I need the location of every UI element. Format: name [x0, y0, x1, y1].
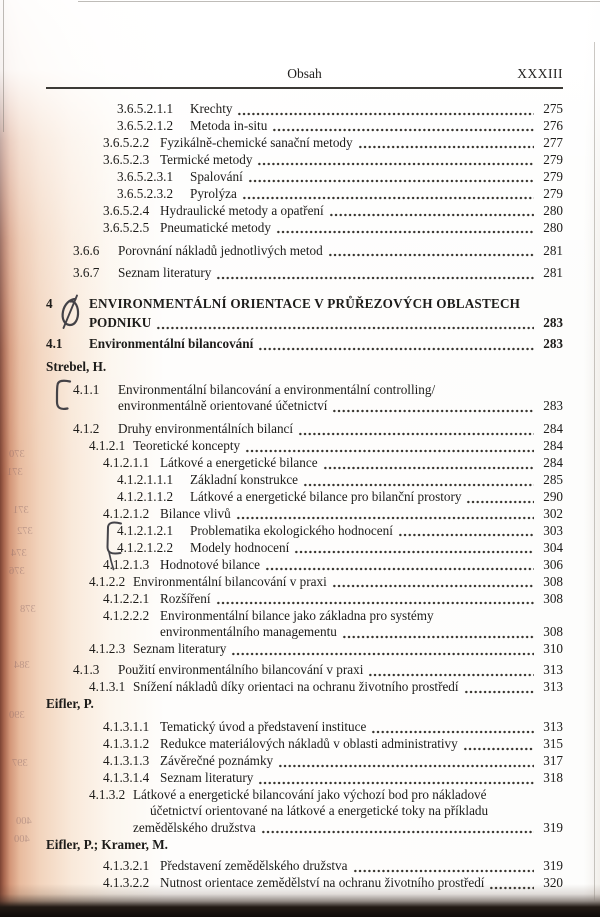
toc-title-last-line	[160, 719, 563, 735]
ghost-text: 371	[7, 467, 23, 478]
toc-title-last-line	[190, 101, 563, 117]
dot-leader	[278, 753, 534, 769]
toc-page-number: 319	[543, 858, 563, 874]
ghost-text: 400	[16, 816, 32, 827]
toc-title: Závěrečné poznámky	[160, 753, 274, 769]
toc-title: Seznam literatury	[118, 265, 212, 281]
toc-title: Pneumatické metody	[160, 219, 271, 235]
toc-row	[46, 186, 563, 202]
toc-page-number: 313	[543, 719, 563, 735]
toc-title: Krechty	[190, 101, 233, 116]
toc-page-number: 283	[543, 336, 563, 352]
toc-row	[46, 169, 563, 185]
toc-row	[46, 641, 563, 657]
toc-page-number: 279	[543, 151, 563, 167]
ghost-text: 372	[17, 526, 33, 537]
dot-leader	[466, 489, 534, 505]
toc-title-last-line	[89, 336, 563, 352]
photo-top-edge-line	[78, 1, 600, 2]
toc-title: Hydraulické metody a opatření	[160, 202, 324, 218]
toc-entry-body	[160, 557, 563, 573]
toc-title-last-line	[118, 662, 563, 678]
toc-row	[46, 523, 563, 539]
dot-leader	[298, 421, 534, 437]
toc-title: Rozšíření	[160, 590, 211, 606]
toc-page-number: 285	[543, 472, 563, 488]
page-header	[46, 66, 563, 82]
toc-row	[46, 679, 563, 695]
toc-entry-body	[89, 336, 563, 352]
toc-entry-body	[160, 506, 563, 522]
toc-page-number: 308	[543, 624, 563, 640]
toc-title-last-line	[160, 858, 563, 874]
toc-title: Základní konstrukce	[190, 472, 299, 488]
dot-leader	[272, 118, 534, 134]
dot-leader	[276, 220, 534, 236]
toc-title-last-line	[160, 220, 563, 236]
toc-title-last-line	[160, 152, 563, 168]
toc-title: Teoretické koncepty	[133, 438, 241, 454]
toc-section-number: 4.1.2	[73, 421, 100, 437]
toc-page-number: 313	[543, 679, 563, 695]
dot-leader	[329, 203, 534, 219]
toc-page-number: 320	[543, 875, 563, 891]
toc-page-number: 281	[543, 242, 563, 258]
toc-title: Seznam literatury	[133, 641, 227, 657]
toc-section-number: 4.1.3.1.4	[103, 770, 150, 786]
toc-title: Hodnotové bilance	[160, 556, 260, 572]
toc-row	[46, 382, 563, 415]
ghost-text: 371	[13, 505, 29, 516]
toc-row	[46, 438, 563, 454]
toc-page-number: 313	[543, 662, 563, 678]
dot-leader	[303, 472, 534, 488]
toc-section-number: 4.1.3.1.3	[103, 753, 150, 769]
toc-title-line: Látkové a energetické bilancování jako výchozí bod pro nákladové	[133, 787, 487, 803]
toc-title-last-line	[133, 820, 563, 836]
toc-title-line: ENVIRONMENTÁLNÍ ORIENTACE V PRŮŘEZOVÝCH OBLASTECH	[89, 295, 521, 311]
page-right-edge-line	[594, 42, 595, 901]
toc-row	[46, 540, 563, 556]
dot-leader	[236, 506, 534, 522]
toc-row	[46, 557, 563, 573]
toc-author-row	[46, 696, 563, 712]
toc-page-number: 304	[543, 539, 563, 555]
toc-page-number: 284	[543, 421, 563, 437]
dot-leader	[242, 186, 534, 202]
toc-entry-body	[118, 265, 563, 281]
toc-row	[46, 203, 563, 219]
toc-row	[46, 736, 563, 752]
toc-page-number: 306	[543, 556, 563, 572]
toc-page-number: 281	[543, 265, 563, 281]
toc-title: Seznam literatury	[160, 770, 254, 786]
dot-leader	[368, 662, 534, 678]
toc-title: Environmentální bilancování	[89, 336, 254, 352]
toc-page-number: 290	[543, 489, 563, 504]
roman-page-number: XXXIII	[517, 66, 563, 81]
toc-row	[46, 152, 563, 168]
author-name: Eifler, P.; Kramer, M.	[46, 836, 168, 852]
toc-title-last-line	[133, 438, 563, 454]
toc-section-number: 4.1.2.1.2	[103, 505, 150, 521]
toc-entry-body	[133, 574, 563, 590]
toc-entry-body	[190, 489, 563, 505]
toc-title: Druhy environmentálních bilancí	[118, 421, 294, 437]
toc-title: Tematický úvod a představení instituce	[160, 719, 367, 735]
toc-entry-body	[118, 382, 563, 415]
toc-entry-body	[160, 152, 563, 168]
author-name: Strebel, H.	[46, 359, 107, 375]
toc-page-number: 310	[543, 641, 563, 657]
toc-entry-body	[160, 591, 563, 607]
toc-section-number: 4.1.2.3	[89, 641, 126, 657]
toc-entry-body	[160, 220, 563, 236]
toc-title-last-line	[190, 472, 563, 488]
toc-page-number: 277	[543, 134, 563, 150]
dot-leader	[261, 820, 534, 836]
toc-section-number: 4.1.2.1.1	[103, 455, 150, 471]
toc-page-number: 318	[543, 770, 563, 786]
toc-entry-body	[160, 753, 563, 769]
toc-section-number: 4.1.3.2.2	[103, 875, 150, 891]
toc-title: Látkové a energetické bilance	[160, 455, 318, 471]
toc-entry-body	[190, 118, 563, 134]
toc-entry-body	[160, 875, 563, 891]
toc-entry-body	[160, 736, 563, 752]
toc-page-number: 284	[543, 455, 563, 471]
toc-entry-body	[160, 455, 563, 471]
dot-leader	[245, 438, 534, 454]
toc-row	[46, 770, 563, 786]
toc-entry-body	[160, 203, 563, 219]
toc-page-number: 280	[543, 202, 563, 218]
toc-row	[46, 472, 563, 488]
toc-row	[46, 662, 563, 678]
toc-section-number: 4.1.2.1.3	[103, 556, 150, 572]
toc-title-last-line	[89, 315, 563, 331]
toc-title-last-line	[190, 186, 563, 202]
toc-title-last-line	[190, 523, 563, 539]
toc-title-last-line	[118, 398, 563, 414]
dot-leader	[231, 641, 534, 657]
toc-title-last-line	[160, 203, 563, 219]
toc-page-number: 303	[543, 522, 563, 538]
toc-title: Látkové a energetické bilance pro bilanční prostory	[190, 489, 462, 504]
ghost-text: 374	[11, 548, 27, 559]
toc-title-last-line	[160, 455, 563, 471]
toc-section-number: 4.1.2.1.1.2	[117, 489, 174, 504]
toc-title-last-line	[160, 770, 563, 786]
toc-section-number: 3.6.5.2.4	[103, 202, 150, 218]
toc-section-number: 3.6.5.2.3.1	[117, 168, 174, 184]
toc-title-last-line	[160, 506, 563, 522]
toc-row	[46, 489, 563, 505]
toc-page-number: 315	[543, 736, 563, 752]
ghost-text: 397	[12, 758, 28, 769]
toc-title: Problematika ekologického hodnocení	[190, 522, 393, 538]
toc-entry-body	[160, 719, 563, 735]
toc-entry-body	[118, 662, 563, 678]
toc-page-number: 317	[543, 753, 563, 769]
toc-page-number: 308	[543, 573, 563, 589]
toc-entry-body	[190, 540, 563, 556]
toc-row	[46, 220, 563, 236]
dot-leader	[332, 398, 534, 414]
toc-page-number: 319	[543, 819, 563, 835]
toc-entry-body	[190, 472, 563, 488]
dot-leader	[328, 243, 534, 259]
toc-section-number: 3.6.5.2.3.2	[117, 185, 174, 201]
toc-title-last-line	[160, 591, 563, 607]
toc-title-last-line	[160, 875, 563, 891]
toc-section-number: 4.1.2.1.2.2	[117, 539, 174, 555]
toc-section-number: 4	[46, 295, 53, 311]
toc-section-number: 3.6.5.2.1.2	[117, 117, 174, 133]
toc-row	[46, 296, 563, 332]
dot-leader	[237, 101, 534, 117]
toc-row	[46, 135, 563, 151]
ghost-text: 370	[9, 449, 25, 460]
dot-leader	[294, 540, 534, 556]
toc-title: Fyzikálně-chemické sanační metody	[160, 134, 353, 150]
toc-section-number: 4.1.2.1.1.1	[117, 472, 174, 488]
toc-section-number: 4.1.2.2.1	[103, 590, 150, 606]
running-head: Obsah	[287, 66, 322, 81]
toc-author-row	[46, 837, 563, 853]
ghost-text: 384	[14, 660, 30, 671]
toc-title-last-line	[190, 169, 563, 185]
toc-section-number: 3.6.7	[73, 265, 100, 281]
toc-title-last-line	[133, 641, 563, 657]
toc-title: zemědělského družstva	[133, 819, 256, 835]
toc-page-number: 279	[543, 168, 563, 184]
dot-leader	[265, 557, 534, 573]
toc-title-last-line	[160, 135, 563, 151]
dot-leader	[358, 135, 534, 151]
toc-entry-body	[89, 296, 563, 332]
toc-section-number: 4.1.3.1	[89, 679, 126, 695]
toc-section-number: 4.1.3	[73, 662, 100, 678]
author-name: Eifler, P.	[46, 696, 94, 712]
toc-title: Nutnost orientace zemědělství na ochranu životního prostředí	[160, 875, 485, 891]
dot-leader	[489, 875, 534, 891]
toc-section-number: 3.6.5.2.1.1	[117, 101, 174, 116]
toc-row	[46, 421, 563, 437]
toc-section-number: 4.1.3.2.1	[103, 858, 150, 874]
toc-title-last-line	[160, 736, 563, 752]
toc-title-last-line	[118, 265, 563, 281]
toc-page-number: 284	[543, 438, 563, 454]
toc-page-number: 283	[543, 398, 563, 414]
toc-entry-body	[133, 641, 563, 657]
dot-leader	[257, 152, 534, 168]
dot-leader	[258, 336, 534, 352]
toc-section-number: 4.1	[46, 336, 63, 352]
toc-section-number: 4.1.2.1	[89, 438, 126, 454]
ghost-text: 400	[14, 834, 30, 845]
toc-title-last-line	[160, 753, 563, 769]
toc-entry-body	[160, 858, 563, 874]
toc-row	[46, 101, 563, 117]
toc-row	[46, 118, 563, 134]
toc-title: Modely hodnocení	[190, 539, 290, 555]
toc-title: Environmentální bilancování v praxi	[133, 573, 327, 589]
toc-title-last-line	[190, 118, 563, 134]
ghost-text: 376	[9, 566, 25, 577]
toc-title: Metoda in-situ	[190, 117, 268, 133]
dot-leader	[323, 455, 534, 471]
toc-row	[46, 506, 563, 522]
toc-title-line: účetnictví orientované na látkové a energetické toky na příkladu	[150, 803, 489, 819]
dot-leader	[342, 624, 534, 640]
toc-entry-body	[190, 169, 563, 185]
toc-title-last-line	[118, 421, 563, 437]
toc-entry-body	[160, 608, 563, 641]
dot-leader	[156, 315, 534, 331]
toc-entry-body	[190, 101, 563, 117]
dot-leader	[248, 169, 534, 185]
toc-page-number: 279	[543, 185, 563, 201]
toc-title-last-line	[160, 624, 563, 640]
toc-entry-body	[133, 679, 563, 695]
toc-title: Pyrolýza	[190, 185, 237, 201]
toc-title: PODNIKU	[89, 315, 152, 331]
dot-leader	[216, 591, 534, 607]
dot-leader	[332, 574, 534, 590]
photo-left-edge-line	[3, 0, 4, 132]
toc-title: Spalování	[190, 168, 243, 184]
toc-author-row	[46, 359, 563, 375]
toc-row	[46, 591, 563, 607]
toc-section-number: 4.1.3.1.1	[103, 719, 150, 735]
toc-entry-body	[190, 186, 563, 202]
toc-title: Termické metody	[160, 151, 253, 167]
toc-row	[46, 753, 563, 769]
toc-title-last-line	[118, 243, 563, 259]
toc-title: environmentálního managementu	[160, 624, 337, 640]
toc-title: Bilance vlivů	[160, 505, 231, 521]
toc-title: Použití environmentálního bilancování v praxi	[118, 662, 364, 678]
toc-title-last-line	[133, 679, 563, 695]
toc-page-number: 302	[543, 505, 563, 521]
toc-row	[46, 608, 563, 641]
ghost-text: 378	[20, 604, 36, 615]
toc-row	[46, 265, 563, 281]
toc-title: Snížení nákladů díky orientaci na ochranu životního prostředí	[133, 679, 459, 695]
toc-entry-body	[190, 523, 563, 539]
toc-title: Představení zemědělského družstva	[160, 858, 348, 874]
toc-row	[46, 787, 563, 836]
toc-row	[46, 875, 563, 891]
toc-title-last-line	[190, 540, 563, 556]
toc-entry-body	[133, 787, 563, 836]
toc-section-number: 4.1.2.1.2.1	[117, 522, 174, 538]
header-rule	[46, 87, 563, 89]
toc-row	[46, 336, 563, 352]
toc-row	[46, 455, 563, 471]
toc-row	[46, 858, 563, 874]
toc-title: Redukce materiálových nákladů v oblasti administrativy	[160, 736, 458, 752]
toc-title-line: Environmentální bilancování a environmentální controlling/	[118, 381, 436, 397]
toc-section-number: 3.6.6	[73, 242, 100, 258]
toc-title: environmentálně orientované účetnictví	[118, 398, 328, 414]
dot-leader	[258, 770, 534, 786]
toc-title: Porovnání nákladů jednotlivých metod	[118, 242, 323, 258]
toc-page-number: 275	[543, 101, 563, 116]
toc-entry-body	[118, 421, 563, 437]
toc-section-number: 3.6.5.2.5	[103, 219, 150, 235]
ghost-text: 390	[9, 710, 25, 721]
dot-leader	[464, 679, 534, 695]
toc-page-number: 276	[543, 117, 563, 133]
toc-row	[46, 574, 563, 590]
toc-entry-body	[160, 770, 563, 786]
table-of-contents	[46, 101, 563, 892]
toc-section-number: 4.1.3.2	[89, 787, 126, 803]
toc-page-number: 280	[543, 219, 563, 235]
dot-leader	[353, 858, 535, 874]
toc-title-line: Environmentální bilance jako základna pro systémy	[160, 607, 434, 623]
toc-row	[46, 243, 563, 259]
toc-title-last-line	[133, 574, 563, 590]
dot-leader	[398, 523, 534, 539]
toc-section-number: 3.6.5.2.3	[103, 151, 150, 167]
toc-entry-body	[133, 438, 563, 454]
toc-section-number: 4.1.2.2.2	[103, 607, 150, 623]
dot-leader	[216, 265, 534, 281]
toc-section-number: 4.1.2.2	[89, 573, 126, 589]
toc-entry-body	[160, 135, 563, 151]
toc-page-number: 308	[543, 590, 563, 606]
toc-entry-body	[118, 243, 563, 259]
toc-section-number: 3.6.5.2.2	[103, 134, 150, 150]
toc-title-last-line	[190, 489, 563, 505]
toc-section-number: 4.1.1	[73, 381, 100, 397]
dot-leader	[371, 719, 534, 735]
toc-title-last-line	[160, 557, 563, 573]
toc-page-number: 283	[543, 315, 563, 331]
toc-row	[46, 719, 563, 735]
toc-section-number: 4.1.3.1.2	[103, 736, 150, 752]
dot-leader	[463, 736, 534, 752]
